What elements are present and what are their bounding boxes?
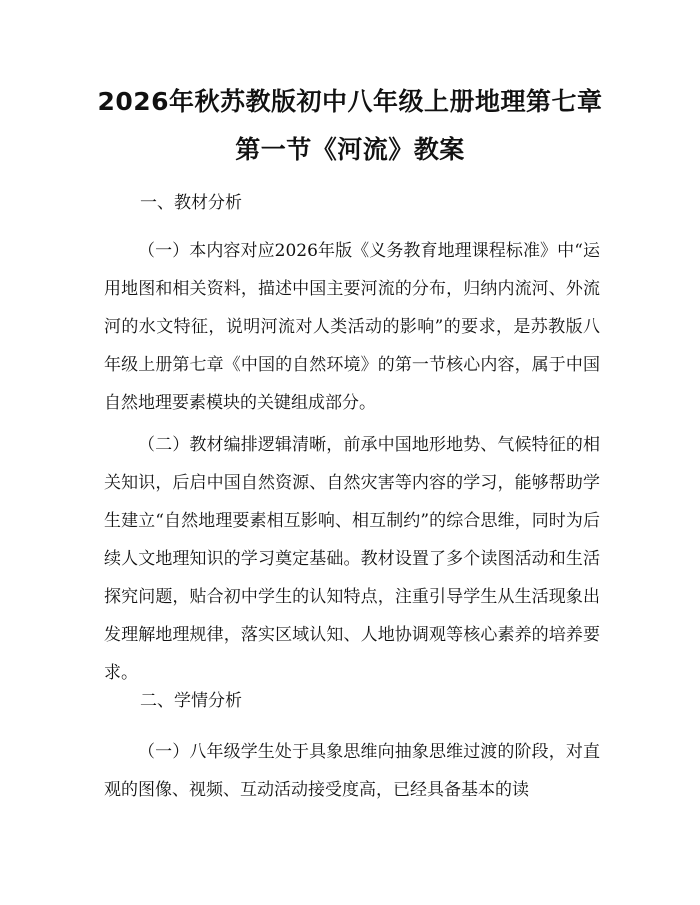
document-title-line-1: 2026年秋苏教版初中八年级上册地理第七章 bbox=[97, 87, 603, 116]
paragraph-textbook-analysis-1: （一）本内容对应2026年版《义务教育地理课程标准》中“运用地图和相关资料，描述中国主要河流的分布，归纳内流河、外流河的水文特征，说明河流对人类活动的影响”的要求，是苏教版八年级上册第七章《中国的自然环境》的第一节核心内容，属于中国自然地理要素模块的关键组成部分。 bbox=[104, 241, 600, 413]
section-heading-textbook-analysis: 一、教材分析 bbox=[140, 193, 242, 213]
paragraph-textbook-analysis-2: （二）教材编排逻辑清晰，前承中国地形地势、气候特征的相关知识，后启中国自然资源、自然灾害等内容的学习，能够帮助学生建立“自然地理要素相互影响、相互制约”的综合思维，同时为后续人文地理知识的学习奠定基础。教材设置了多个读图活动和生活探究问题，贴合初中学生的认知特点，注重引导学生从生活现象出发理解地理规律，落实区域认知、人地协调观等核心素养的培养要求。 bbox=[104, 435, 600, 683]
section-heading-student-analysis: 二、学情分析 bbox=[140, 691, 242, 711]
document-title-line-2: 第一节《河流》教案 bbox=[235, 135, 465, 164]
paragraph-student-analysis-1: （一）八年级学生处于具象思维向抽象思维过渡的阶段，对直观的图像、视频、互动活动接受度高，已经具备基本的读 bbox=[104, 742, 600, 800]
